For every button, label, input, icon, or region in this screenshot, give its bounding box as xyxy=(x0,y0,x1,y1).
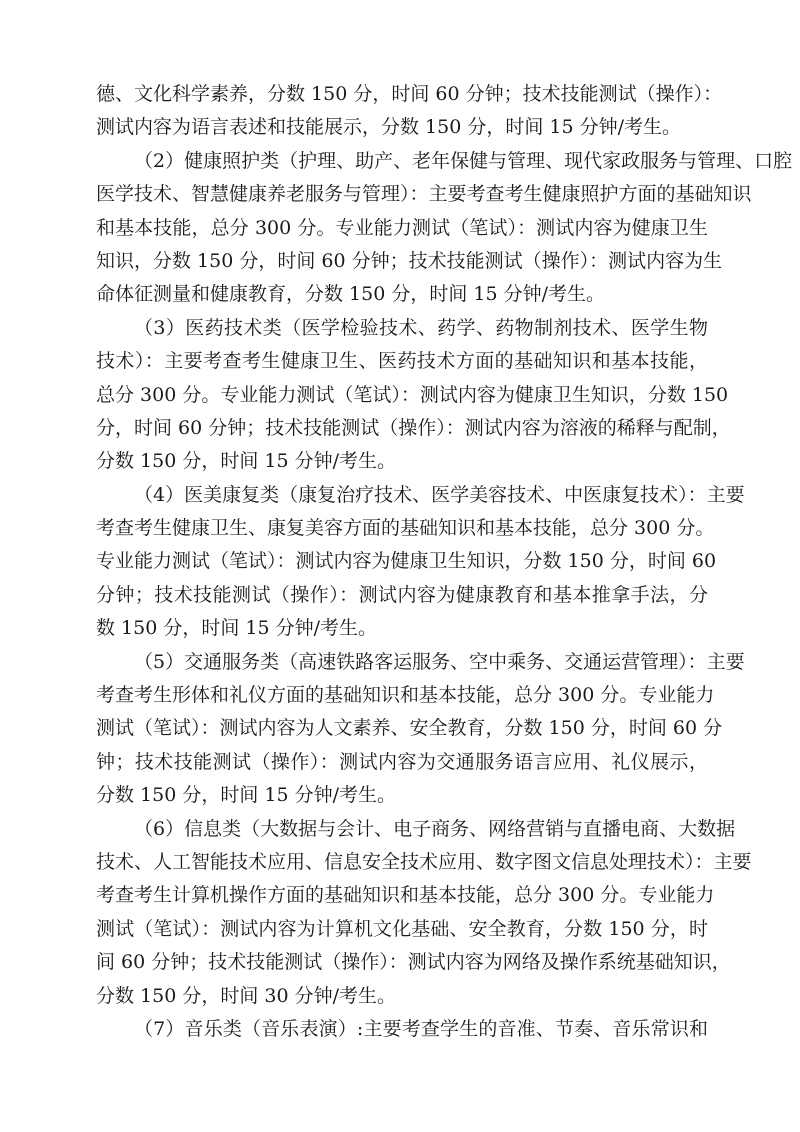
text-line: 考查考生健康卫生、康复美容方面的基础知识和基本技能，总分 300 分。 xyxy=(96,517,715,540)
text-line: 分数 150 分，时间 15 分钟/考生。 xyxy=(96,450,397,473)
text-line: 分钟；技术技能测试（操作）：测试内容为健康教育和基本推拿手法，分 xyxy=(96,583,708,606)
paragraph-heading-line: （4）医美康复类（康复治疗技术、医学美容技术、中医康复技术）：主要 xyxy=(134,483,745,506)
text-line: 技术、人工智能技术应用、信息安全技术应用、数字图文信息处理技术）：主要 xyxy=(96,850,752,873)
text-line: 专业能力测试（笔试）：测试内容为健康卫生知识，分数 150 分，时间 60 xyxy=(96,550,717,573)
text-line: 分数 150 分，时间 30 分钟/考生。 xyxy=(96,984,397,1007)
text-line: 测试内容为语言表述和技能展示，分数 150 分，时间 15 分钟/考生。 xyxy=(96,116,682,139)
text-line: 分数 150 分，时间 15 分钟/考生。 xyxy=(96,784,397,807)
paragraph-heading-line: （3）医药技术类（医学检验技术、药学、药物制剂技术、医学生物 xyxy=(134,316,708,339)
text-line: 和基本技能，总分 300 分。专业能力测试（笔试）：测试内容为健康卫生 xyxy=(96,216,708,239)
text-line: 德、文化科学素养，分数 150 分，时间 60 分钟；技术技能测试（操作）： xyxy=(96,83,723,105)
text-line: 考查考生计算机操作方面的基础知识和基本技能，总分 300 分。专业能力 xyxy=(96,884,715,907)
text-line: 测试（笔试）：测试内容为计算机文化基础、安全教育，分数 150 分，时 xyxy=(96,917,708,940)
text-line: 总分 300 分。专业能力测试（笔试）：测试内容为健康卫生知识，分数 150 xyxy=(96,383,729,406)
text-line: 分，时间 60 分钟；技术技能测试（操作）：测试内容为溶液的稀释与配制， xyxy=(96,416,731,439)
text-line: 测试（笔试）：测试内容为人文素养、安全教育，分数 150 分，时间 60 分 xyxy=(96,717,723,740)
paragraph-heading-line: （2）健康照护类（护理、助产、老年保健与管理、现代家政服务与管理、口腔 xyxy=(134,149,793,172)
text-line: 医学技术、智慧健康养老服务与管理）：主要考查考生健康照护方面的基础知识 xyxy=(96,183,752,206)
text-line: 技术）：主要考查考生健康卫生、医药技术方面的基础知识和基本技能， xyxy=(96,350,708,373)
paragraph-heading-line: （6）信息类（大数据与会计、电子商务、网络营销与直播电商、大数据 xyxy=(134,817,736,840)
text-line: 数 150 分，时间 15 分钟/考生。 xyxy=(96,617,378,640)
text-line: 考查考生形体和礼仪方面的基础知识和基本技能，总分 300 分。专业能力 xyxy=(96,684,715,707)
paragraph-heading-line: （7）音乐类（音乐表演）:主要考查学生的音准、节奏、音乐常识和 xyxy=(134,1017,708,1040)
text-line: 命体征测量和健康教育，分数 150 分，时间 15 分钟/考生。 xyxy=(96,283,606,306)
document-page xyxy=(96,78,793,1046)
text-line: 钟；技术技能测试（操作）：测试内容为交通服务语言应用、礼仪展示， xyxy=(96,750,708,773)
paragraph-heading-line: （5）交通服务类（高速铁路客运服务、空中乘务、交通运营管理）：主要 xyxy=(134,650,745,673)
text-line: 间 60 分钟；技术技能测试（操作）：测试内容为网络及操作系统基础知识， xyxy=(96,951,731,974)
text-line: 知识，分数 150 分，时间 60 分钟；技术技能测试（操作）：测试内容为生 xyxy=(96,249,723,272)
